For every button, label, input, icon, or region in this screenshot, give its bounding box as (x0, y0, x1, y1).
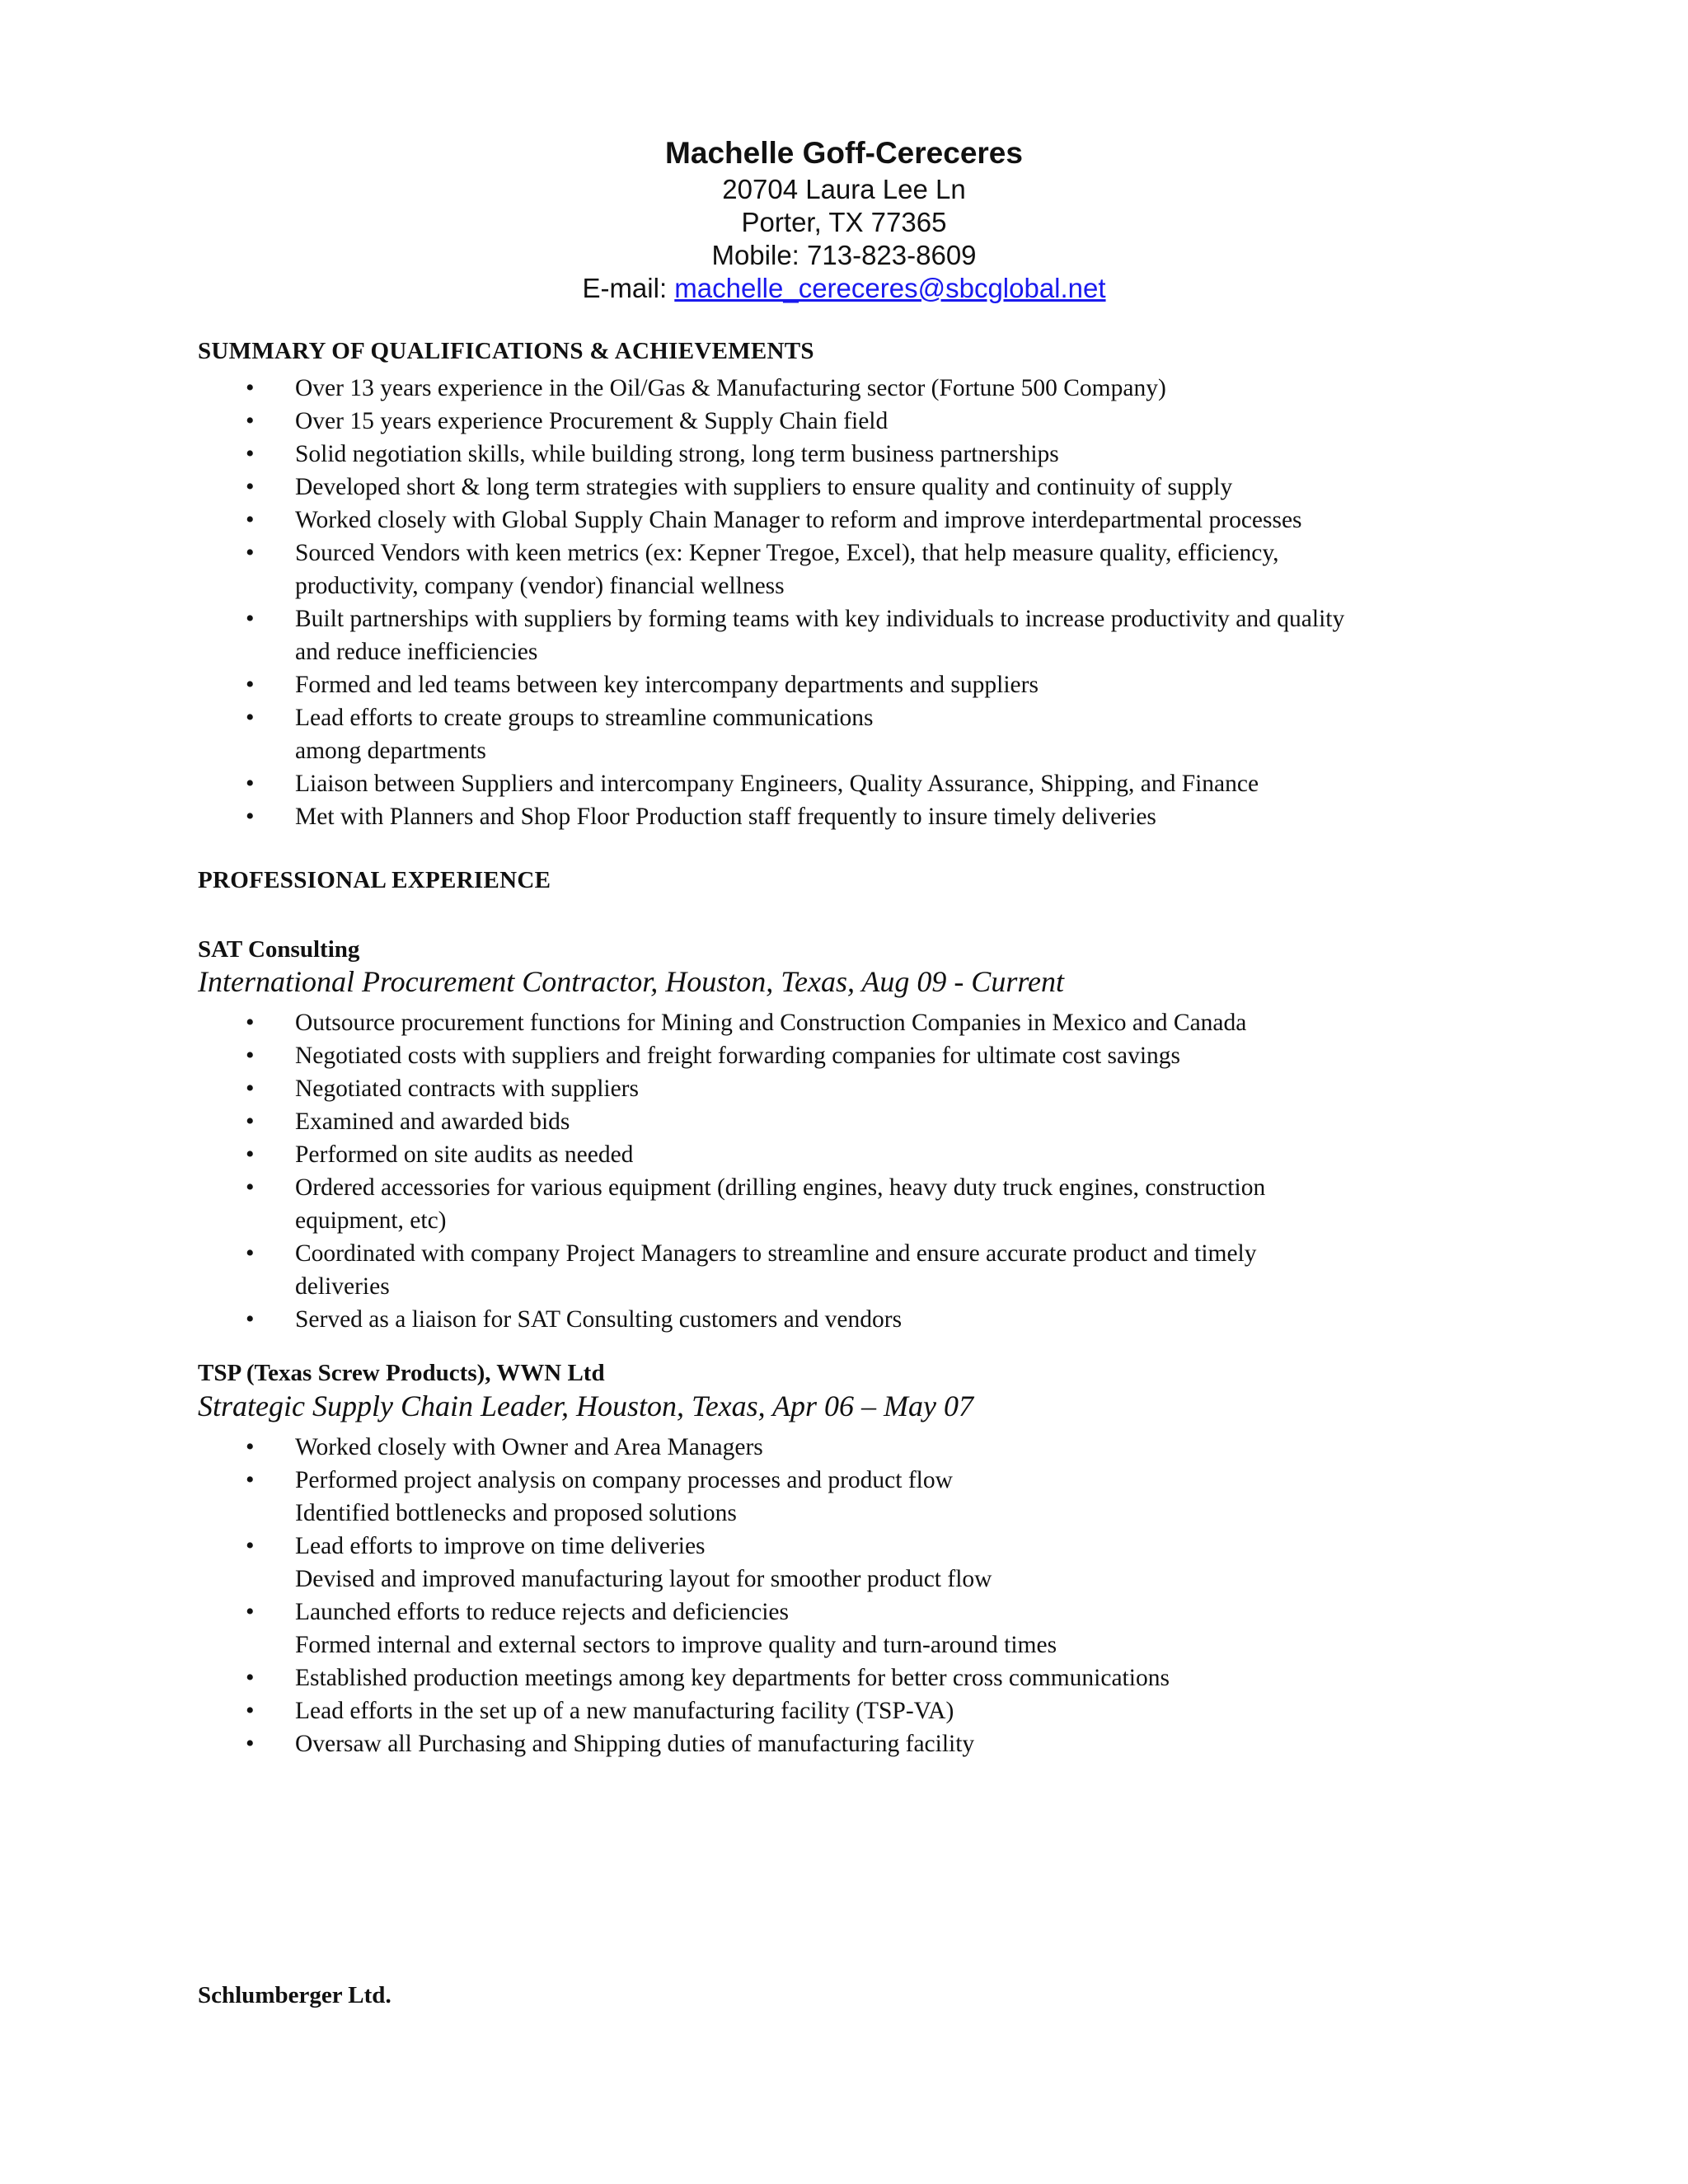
list-item (198, 1431, 1517, 1464)
experience-heading: PROFESSIONAL EXPERIENCE (198, 867, 551, 893)
item-text: Coordinated with company Project Managers to streamline and ensure accurate product and timely (295, 1240, 1257, 1267)
item-text: Performed on site audits as needed (295, 1141, 634, 1168)
list-item (198, 1105, 1517, 1138)
item-text: Met with Planners and Shop Floor Production staff frequently to insure timely deliveries (295, 804, 1156, 830)
list-item (198, 701, 1517, 767)
item-text: Served as a liaison for SAT Consulting customers and vendors (295, 1306, 903, 1333)
item-text: Worked closely with Owner and Area Managers (295, 1434, 763, 1460)
item-text: Negotiated costs with suppliers and freight forwarding companies for ultimate cost savings (295, 1043, 1181, 1069)
item-text: Ordered accessories for various equipment (drilling engines, heavy duty truck engines, construction (295, 1174, 1266, 1201)
list-item (198, 1072, 1517, 1105)
item-text: Negotiated contracts with suppliers (295, 1076, 639, 1102)
list-item (198, 537, 1517, 602)
item-text-continued: Devised and improved manufacturing layout for smoother product flow (295, 1566, 992, 1592)
list-item (198, 1138, 1517, 1171)
list-item (198, 504, 1517, 537)
list-item (198, 800, 1517, 833)
item-text-continued: among departments (295, 738, 486, 764)
item-text: Lead efforts to improve on time deliveries (295, 1533, 706, 1559)
list-item (198, 1237, 1517, 1303)
item-text: Sourced Vendors with keen metrics (ex: Kepner Tregoe, Excel), that help measure quality, efficiency, (295, 540, 1279, 566)
list-item (198, 767, 1517, 800)
job-duties-tsp (198, 1431, 1517, 1760)
street-address: 20704 Laura Lee Ln (722, 174, 966, 204)
list-item (198, 405, 1517, 438)
item-text-continued: productivity, company (vendor) financial wellness (295, 573, 785, 599)
mobile-phone: Mobile: 713-823-8609 (711, 240, 977, 270)
list-item (198, 1530, 1517, 1596)
email-label: E-mail: (582, 273, 675, 303)
list-item (198, 1661, 1517, 1694)
item-text: Performed project analysis on company processes and product flow (295, 1467, 953, 1493)
item-text: Solid negotiation skills, while building strong, long term business partnerships (295, 441, 1059, 467)
item-text: Launched efforts to reduce rejects and deficiencies (295, 1599, 789, 1625)
contact-header (0, 134, 1688, 305)
item-text: Built partnerships with suppliers by forming teams with key individuals to increase productivity and quality (295, 606, 1345, 632)
item-text: Developed short & long term strategies with suppliers to ensure quality and continuity of supply (295, 474, 1233, 500)
list-item (198, 438, 1517, 471)
item-text-continued: and reduce inefficiencies (295, 639, 538, 665)
company-name-schlumberger: Schlumberger Ltd. (198, 1982, 392, 2008)
company-name-tsp: TSP (Texas Screw Products), WWN Ltd (198, 1360, 605, 1386)
list-item (198, 1694, 1517, 1727)
email-line (0, 272, 1688, 305)
item-text: Lead efforts in the set up of a new manufacturing facility (TSP-VA) (295, 1698, 954, 1724)
list-item (198, 471, 1517, 504)
list-item (198, 1596, 1517, 1661)
job-title-sat: International Procurement Contractor, Houston, Texas, Aug 09 - Current (198, 965, 1064, 998)
item-text: Formed and led teams between key intercompany departments and suppliers (295, 672, 1039, 698)
item-text-continued: Identified bottlenecks and proposed solutions (295, 1500, 737, 1526)
city-state-zip: Porter, TX 77365 (741, 207, 947, 237)
item-text: Examined and awarded bids (295, 1108, 570, 1135)
item-text: Lead efforts to create groups to streamline communications (295, 705, 874, 731)
item-text: Established production meetings among key departments for better cross communications (295, 1665, 1170, 1691)
list-item (198, 372, 1517, 405)
list-item (198, 1171, 1517, 1237)
company-name-sat: SAT Consulting (198, 936, 360, 963)
summary-heading: SUMMARY OF QUALIFICATIONS & ACHIEVEMENTS (198, 338, 814, 364)
item-text-continued: deliveries (295, 1273, 390, 1300)
item-text: Oversaw all Purchasing and Shipping duties of manufacturing facility (295, 1731, 975, 1757)
item-text: Over 15 years experience Procurement & Supply Chain field (295, 408, 889, 434)
item-text-continued: Formed internal and external sectors to improve quality and turn-around times (295, 1632, 1057, 1658)
candidate-name: Machelle Goff-Cereceres (665, 136, 1023, 170)
job-title-tsp: Strategic Supply Chain Leader, Houston, Texas, Apr 06 – May 07 (198, 1390, 973, 1422)
list-item (198, 1006, 1517, 1039)
item-text: Worked closely with Global Supply Chain Manager to reform and improve interdepartmental processes (295, 507, 1302, 533)
job-duties-sat (198, 1006, 1517, 1336)
item-text: Liaison between Suppliers and intercompany Engineers, Quality Assurance, Shipping, and Finance (295, 771, 1259, 797)
item-text: Outsource procurement functions for Mining and Construction Companies in Mexico and Canada (295, 1010, 1247, 1036)
list-item (198, 1039, 1517, 1072)
list-item (198, 602, 1517, 668)
list-item (198, 1464, 1517, 1530)
list-item (198, 668, 1517, 701)
list-item (198, 1303, 1517, 1336)
item-text: Over 13 years experience in the Oil/Gas & Manufacturing sector (Fortune 500 Company) (295, 375, 1166, 401)
list-item (198, 1727, 1517, 1760)
email-link[interactable]: machelle_cereceres@sbcglobal.net (674, 273, 1106, 303)
summary-list (198, 372, 1517, 833)
item-text-continued: equipment, etc) (295, 1207, 447, 1234)
